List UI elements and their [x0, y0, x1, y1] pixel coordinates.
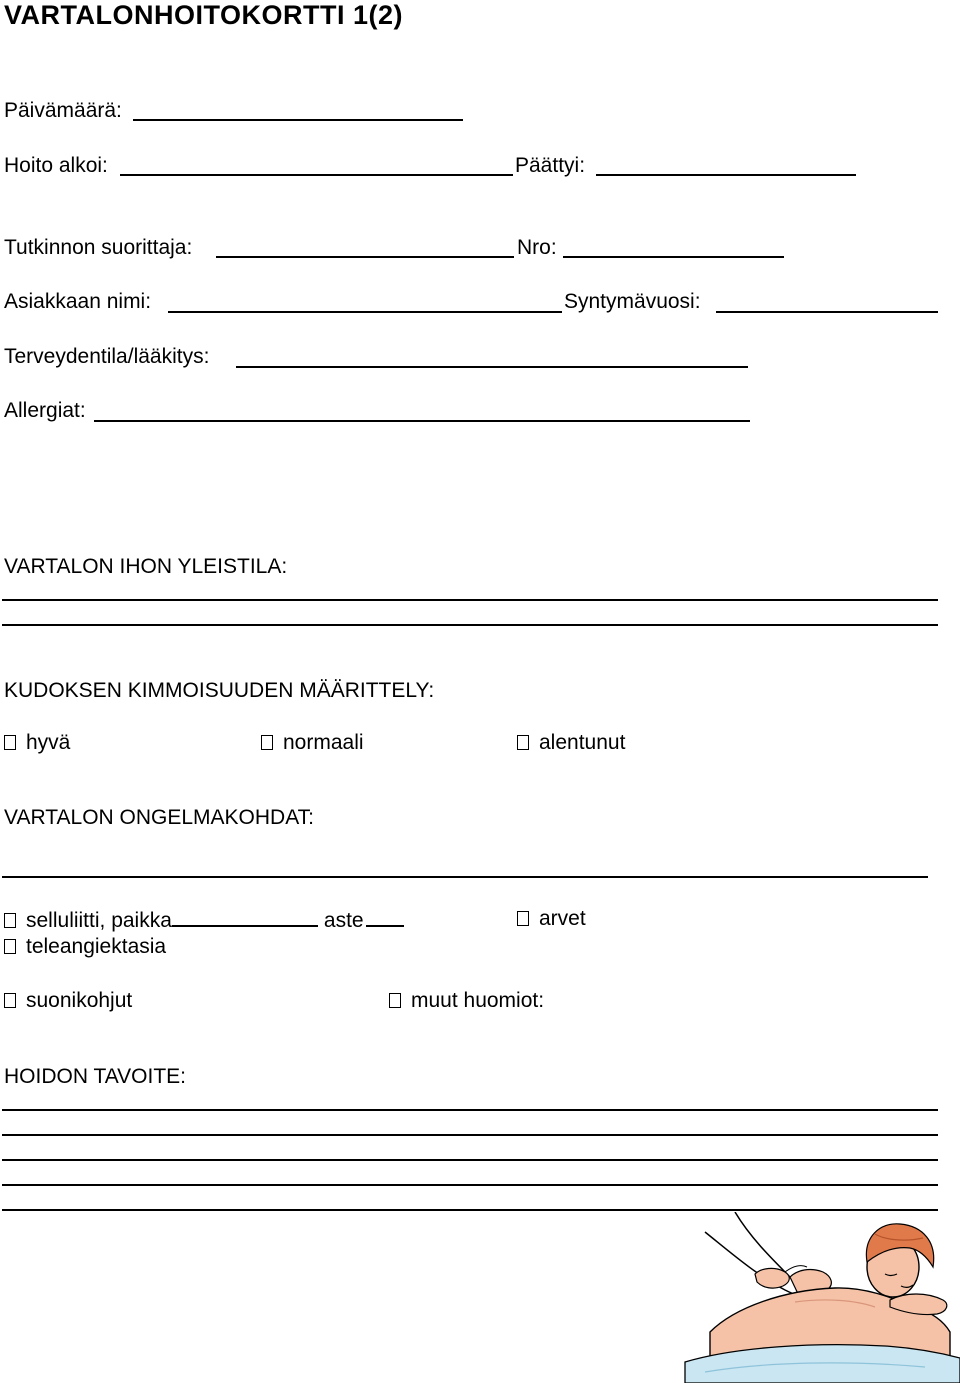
checkbox[interactable] [4, 913, 16, 928]
checkbox[interactable] [389, 993, 401, 1008]
degree-field[interactable] [366, 907, 404, 927]
number-field[interactable] [563, 256, 784, 258]
goal-line-4[interactable] [2, 1184, 938, 1186]
problems-section-heading: VARTALON ONGELMAKOHDAT: [4, 806, 315, 829]
checkbox[interactable] [4, 735, 16, 750]
birth-year-label: Syntymävuosi: [564, 290, 701, 313]
cellulite-location-field[interactable] [172, 907, 318, 927]
number-label: Nro: [517, 236, 557, 259]
goal-line-2[interactable] [2, 1134, 938, 1136]
massage-illustration [675, 1212, 960, 1383]
option-label: alentunut [539, 731, 626, 754]
skin-section-heading: VARTALON IHON YLEISTILA: [4, 555, 288, 578]
option-label: teleangiektasia [26, 935, 167, 958]
elasticity-option-good[interactable] [4, 731, 70, 755]
other-notes-option[interactable] [389, 989, 544, 1013]
health-label: Terveydentila/lääkitys: [4, 345, 210, 368]
veins-option[interactable] [4, 989, 132, 1013]
started-field[interactable] [120, 174, 513, 176]
checkbox[interactable] [4, 993, 16, 1008]
skin-line-1[interactable] [2, 599, 938, 601]
elasticity-option-reduced[interactable] [517, 731, 625, 755]
option-label: normaali [283, 731, 364, 754]
checkbox[interactable] [517, 911, 529, 926]
allergies-field[interactable] [94, 420, 750, 422]
telangiectasia-option[interactable] [4, 935, 166, 959]
ended-field[interactable] [596, 174, 856, 176]
goal-line-3[interactable] [2, 1159, 938, 1161]
examiner-label: Tutkinnon suorittaja: [4, 236, 193, 259]
option-label: hyvä [26, 731, 71, 754]
date-field[interactable] [133, 119, 463, 121]
allergies-label: Allergiat: [4, 399, 86, 422]
health-field[interactable] [236, 366, 748, 368]
checkbox[interactable] [517, 735, 529, 750]
option-label: suonikohjut [26, 989, 133, 1012]
checkbox[interactable] [261, 735, 273, 750]
elasticity-option-normal[interactable] [261, 731, 364, 755]
examiner-field[interactable] [216, 256, 514, 258]
cellulite-option[interactable] [4, 907, 404, 933]
client-name-field[interactable] [168, 311, 562, 313]
degree-label: aste [323, 909, 364, 932]
goal-line-1[interactable] [2, 1109, 938, 1111]
form-title: VARTALONHOITOKORTTI 1(2) [4, 0, 403, 30]
date-label: Päivämäärä: [4, 99, 122, 122]
problems-line[interactable] [2, 876, 928, 878]
goal-section-heading: HOIDON TAVOITE: [4, 1065, 187, 1088]
option-label: muut huomiot: [411, 989, 545, 1012]
elasticity-section-heading: KUDOKSEN KIMMOISUUDEN MÄÄRITTELY: [4, 679, 435, 702]
started-label: Hoito alkoi: [4, 154, 108, 177]
ended-label: Päättyi: [515, 154, 586, 177]
skin-line-2[interactable] [2, 624, 938, 626]
option-label: arvet [539, 907, 586, 930]
checkbox[interactable] [4, 939, 16, 954]
cellulite-label: selluliitti, paikka [26, 909, 172, 932]
birth-year-field[interactable] [716, 311, 938, 313]
client-name-label: Asiakkaan nimi: [4, 290, 152, 313]
goal-line-5[interactable] [2, 1209, 938, 1211]
scars-option[interactable] [517, 907, 586, 931]
